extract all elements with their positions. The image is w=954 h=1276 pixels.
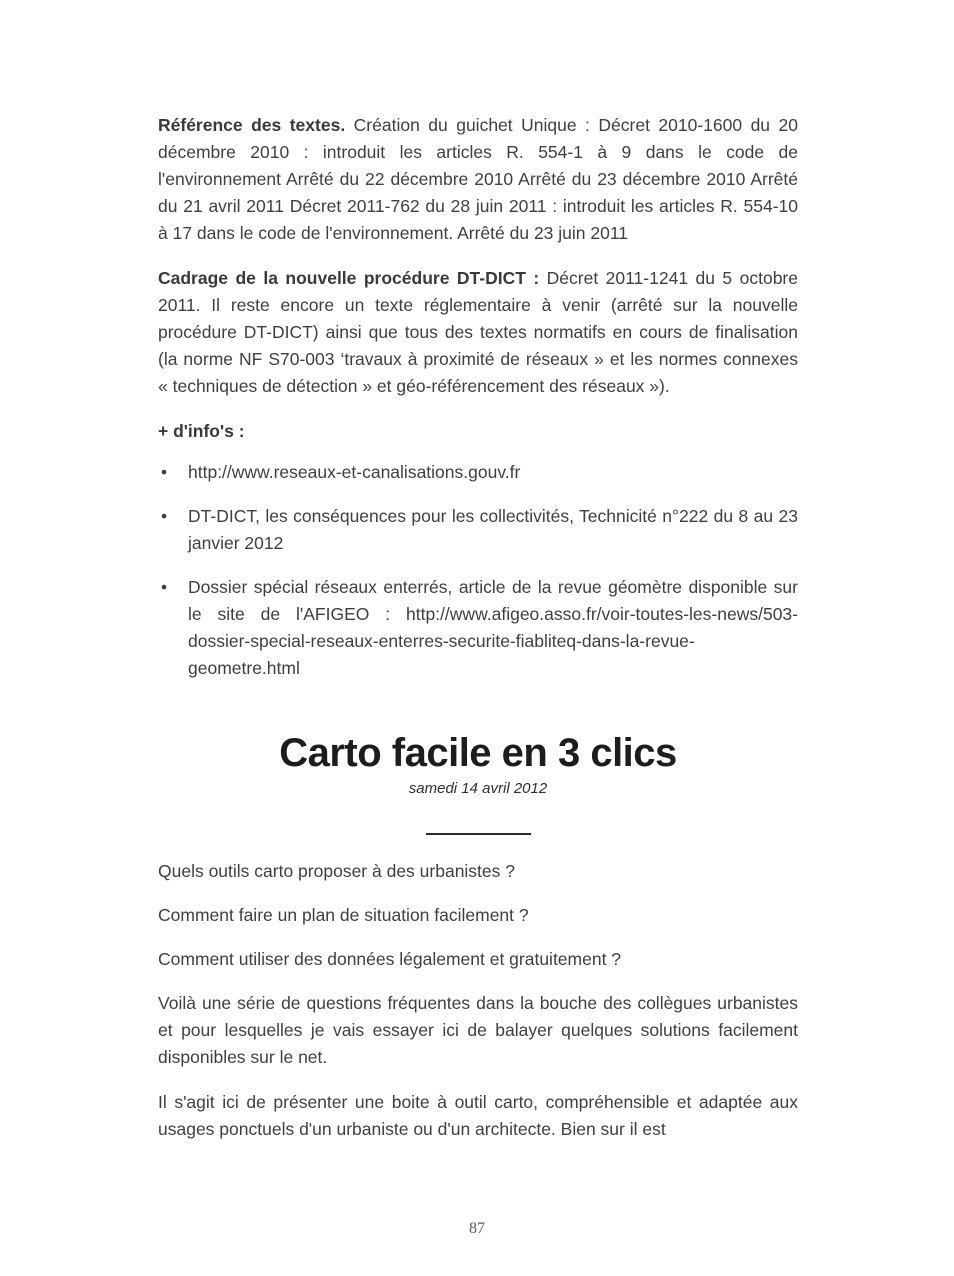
bullet-icon [161, 459, 167, 486]
content-column [158, 112, 798, 1161]
question-paragraph: Comment utiliser des données légalement et gratuitement ? [158, 949, 622, 969]
info-heading: + d'info's : [158, 421, 245, 441]
article-date: samedi 14 avril 2012 [408, 780, 548, 797]
article-paragraph: Il s'agit ici de présenter une boite à outil carto, compréhensible et adaptée aux usages ponctuels d'un urbaniste ou d'un architecte. Bien sur il est [158, 1092, 798, 1139]
paragraph-body-text: Création du guichet Unique : Décret 2010-1600 du 20 décembre 2010 : introduit les articles R. 554-1 à 9 dans le code de l'environnement Arrêté du 22 décembre 2010 Arrêté du 23 décembre 2010 Arrêté du 21 avril 2011 Décret 2011-762 du 28 juin 2011 : introduit les articles R. 554-10 à 17 dans le code de l'environnement. Arrêté du 23 juin 2011 [158, 115, 798, 243]
paragraph-body-text: Décret 2011-1241 du 5 octobre 2011. Il reste encore un texte réglementaire à venir (arrêté sur la nouvelle procédure DT-DICT) ainsi que tous des textes normatifs en cours de finalisation (la norme NF S70-003 ‘travaux à proximité de réseaux » et les normes connexes « techniques de détection » et géo-référencement des réseaux »). [158, 268, 798, 396]
section-divider [426, 833, 531, 835]
list-item [158, 574, 798, 682]
article-paragraph: Voilà une série de questions fréquentes dans la bouche des collègues urbanistes et pour lesquelles je vais essayer ici de balayer quelques solutions facilement disponibles sur le net. [158, 993, 798, 1067]
paragraph-lead-bold: Référence des textes. [158, 115, 346, 135]
info-links-list [158, 459, 798, 682]
paragraph-cadrage-dtdict [158, 265, 798, 400]
question-paragraph: Quels outils carto proposer à des urbanistes ? [158, 861, 515, 881]
question-paragraph: Comment faire un plan de situation facilement ? [158, 905, 529, 925]
paragraph-lead-bold: Cadrage de la nouvelle procédure DT-DICT : [158, 268, 540, 288]
list-item [158, 503, 798, 557]
link-text: http://www.reseaux-et-canalisations.gouv.fr [188, 462, 521, 482]
page-number: 87 [469, 1220, 485, 1237]
link-text: DT-DICT, les conséquences pour les collectivités, Technicité n°222 du 8 au 23 janvier 2012 [188, 506, 798, 553]
paragraph-reference-textes [158, 112, 798, 247]
article-title: Carto facile en 3 clics [279, 731, 677, 775]
list-item [158, 459, 798, 486]
link-text: Dossier spécial réseaux enterrés, article de la revue géomètre disponible sur le site de l'AFIGEO : http://www.afigeo.asso.fr/voir-toutes-les-news/503-dossier-special-reseaux-enterres-securite-fiabliteq-dans-la-revue-geometre.html [188, 577, 798, 678]
bullet-icon [161, 574, 167, 601]
bullet-icon [161, 503, 167, 530]
